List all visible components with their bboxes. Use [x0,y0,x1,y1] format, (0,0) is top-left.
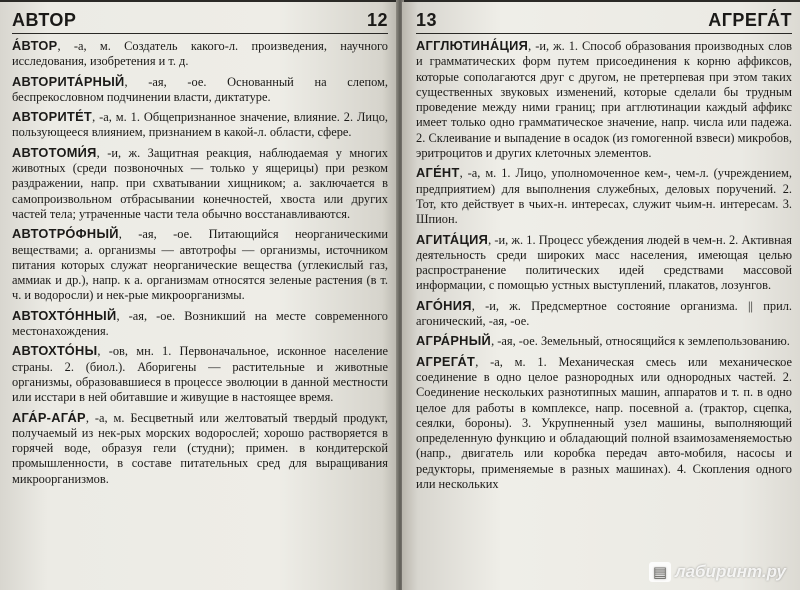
definition: , -а, м. Бесцветный или желтоватый твердый продукт, получаемый из нек-рых морских водорослей; хорошо растворяется в горячей воде, образуя гели (студни); примен. в кондитерской промышленности, в составе питательных сред для выращивания микроорганизмов. [12,410,388,486]
headword: А́ВТОР [12,38,58,53]
labirint-logo-icon: ▤ [649,562,671,582]
definition: , -а, м. 1. Механическая смесь или механическое соединение в одно целое разнородных или однородных частей. 2. Соединение нескольких разнотипных машин, аппаратов и т. п. в одно целое для работы в комплексе, напр. посевной а. (трактор, сцепка, сеялки, бороны). 3. Укрупненный узел машины, выполняющий определенную функцию и обладающий полной взаимозаменяемостью (напр., двигатель или коробка передач авто-мобиля, насосы и редукторы, применяемые в разных машинах). 4. Скопления одного или нескольких [416,354,792,492]
headword: АВТОТОМИ́Я [12,144,97,160]
headword: АГЕ́НТ [416,165,460,181]
definition: , -и, ж. Защитная реакция, наблюдаемая у многих животных (среди позвоночных — только у ящерицы) при резком раздражении, напр. при схватывании хищником; а. заключается в самопроизвольном отбрасывании конечностей, хвоста или других частей тела; утраченные части тела обычно восстанавливаются. [12,145,388,221]
dictionary-entry [416,333,792,349]
watermark-text: лабиринт.ру [675,562,786,581]
definition: , -ая, -ое. Возникший на месте современного местонахождения. [12,308,388,339]
headword: АГРЕГА́Т [416,353,476,369]
dictionary-entry [12,410,388,487]
left-page [0,2,398,590]
dictionary-entry [12,38,388,70]
definition: , -ая, -ое. Земельный, относящийся к землепользованию. [491,334,790,349]
definition: , -ов, мн. 1. Первоначальное, исконное население страны. 2. (биол.). Аборигены — растительные и животные организмы, образовавшиеся в процессе эволюции в данной местности или исстари в ней обитавшие и живущие в настоящее время. [12,344,388,405]
dictionary-entry [12,308,388,340]
dictionary-entry [416,38,792,161]
definition: , -и, ж. 1. Процесс убеждения людей в чем-н. 2. Активная деятельность среди широких масс населения, имеющая целью распространение политических идей средствами массовой информации, с помощью устных выступлений, плакатов, лозунгов. [416,232,792,293]
right-header-word: АГРЕГА́Т [708,10,792,30]
headword: АГИТА́ЦИЯ [416,231,489,247]
dictionary-entry [12,109,388,141]
definition: , -а, м. 1. Общепризнанное значение, влияние. 2. Лицо, пользующееся влиянием, признанием в какой-л. области, сфере. [12,110,388,140]
dictionary-entry [416,354,792,493]
definition: , -и, ж. Предсмертное состояние организма. || прил. агонический, -ая, -ое. [416,298,792,329]
dictionary-entry [12,226,388,303]
headword: АГА́Р-АГА́Р [12,409,86,425]
site-watermark [649,562,786,582]
dictionary-entry [12,343,388,405]
headword: АВТОРИТЕ́Т [12,109,93,125]
left-header-word: АВТОР [12,10,77,30]
left-page-header [12,10,388,34]
headword: АВТОТРО́ФНЫЙ [12,226,119,242]
dictionary-entry [416,232,792,294]
headword: АВТОХТО́ННЫЙ [12,307,117,323]
headword: АВТОРИТА́РНЫЙ [12,73,125,89]
definition: , -а, м. 1. Лицо, уполномоченное кем-, чем-л. (учреждением, предприятием) для выполнения служебных, деловых поручений. 2. Тот, кто действует в чьих-н. интересах, служит чьим-н. интересам. 3. Шпион. [416,166,792,227]
right-page-number: 13 [416,10,438,30]
right-page [402,2,800,590]
definition: , -ая, -ое. Питающийся неорганическими веществами; а. организмы — автотрофы — организмы, источником питания которых служат неорганические вещества (углекислый газ, аммиак и др.), напр. к а. организмам относятся зеленые растения (в т. ч. и водоросли) и нек-рые микроорганизмы. [12,227,388,303]
dictionary-entry [416,165,792,227]
definition: , -и, ж. 1. Способ образования производных слов и грамматических форм путем присоединения к корню аффиксов, которые сополагаются друг с другом, не претерпевая при этом таких существенных звуковых изменений, которые сделали бы трудным проведение между ними границ; при агглютинации каждый аффикс имеет только одно грамматическое значение, напр. числа или падежа. 2. Склеивание и выпадение в осадок (из гомогенной взвеси) микробов, эритроцитов и других клеточных элементов. [416,39,792,161]
left-page-number: 12 [366,10,388,30]
definition: , -а, м. Создатель какого-л. произведения, научного исследования, изобретения и т. д. [12,39,388,69]
dictionary-entry [416,298,792,330]
headword: АГО́НИЯ [416,297,472,313]
headword: АВТОХТО́НЫ [12,343,98,359]
dictionary-entry [12,74,388,106]
headword: АГРА́РНЫЙ [416,333,492,349]
right-page-header [416,10,792,34]
dictionary-entry [12,145,388,222]
headword: АГГЛЮТИНА́ЦИЯ [416,38,529,53]
definition: , -ая, -ое. Основанный на слепом, беспрекословном подчинении власти, диктатуре. [12,74,388,104]
